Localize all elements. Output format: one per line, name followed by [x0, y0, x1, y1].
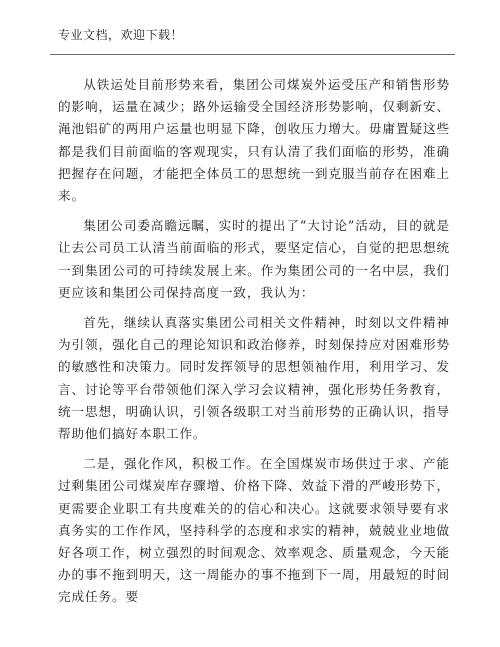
- paragraph-1: 从铁运处目前形势来看，集团公司煤炭外运受压产和销售形势的影响，运量在减少；路外运输受全国经济形势影响，仅剩新安、渑池铝矿的两用户运量也明显下降，创收压力增大。毋庸置疑这些都是我们目前面临的客观现实，只有认清了我们面临的形势，准确把握存在问题，才能把全体员工的思想统一到克服当前存在困难上来。: [58, 77, 450, 204]
- paragraph-2: 集团公司委高瞻远瞩，实时的提出了“大讨论”活动，目的就是让去公司员工认清当前面临的形式，要坚定信心，自觉的把思想统一到集团公司的可持续发展上来。作为集团公司的一名中层，我们更应该和集团公司保持高度一致，我认为：: [58, 218, 450, 300]
- document-body: [58, 74, 450, 617]
- paragraph-3: 首先，继续认真落实集团公司相关文件精神，时刻以文件精神为引领，强化自己的理论知识和政治修养，时刻保持应对困难形势的敏感性和决策力。同时发挥领导的思想领袖作用，利用学习、发言、讨论等平台带领他们深入学习会议精神，强化形势任务教育，统一思想，明确认识，引领各级职工对当前形势的正确认识，指导帮助他们搞好本职工作。: [58, 315, 450, 442]
- paragraph-4: 二是，强化作风，积极工作。在全国煤炭市场供过于求、产能过剩集团公司煤炭库存骤增、价格下降、效益下滑的严峻形势下，更需要企业职工有共度难关的的信心和决心。这就要求领导要有求真务实的工作作风，坚持科学的态度和求实的精神，兢兢业业地做好各项工作，树立强烈的时间观念、效率观念、质量观念，今天能办的事不拖到明天，这一周能办的事不拖到下一周，用最短的时间完成任务。要: [58, 456, 450, 605]
- page-header: 专业文档，欢迎下载！: [58, 28, 184, 42]
- header-divider: [50, 54, 455, 55]
